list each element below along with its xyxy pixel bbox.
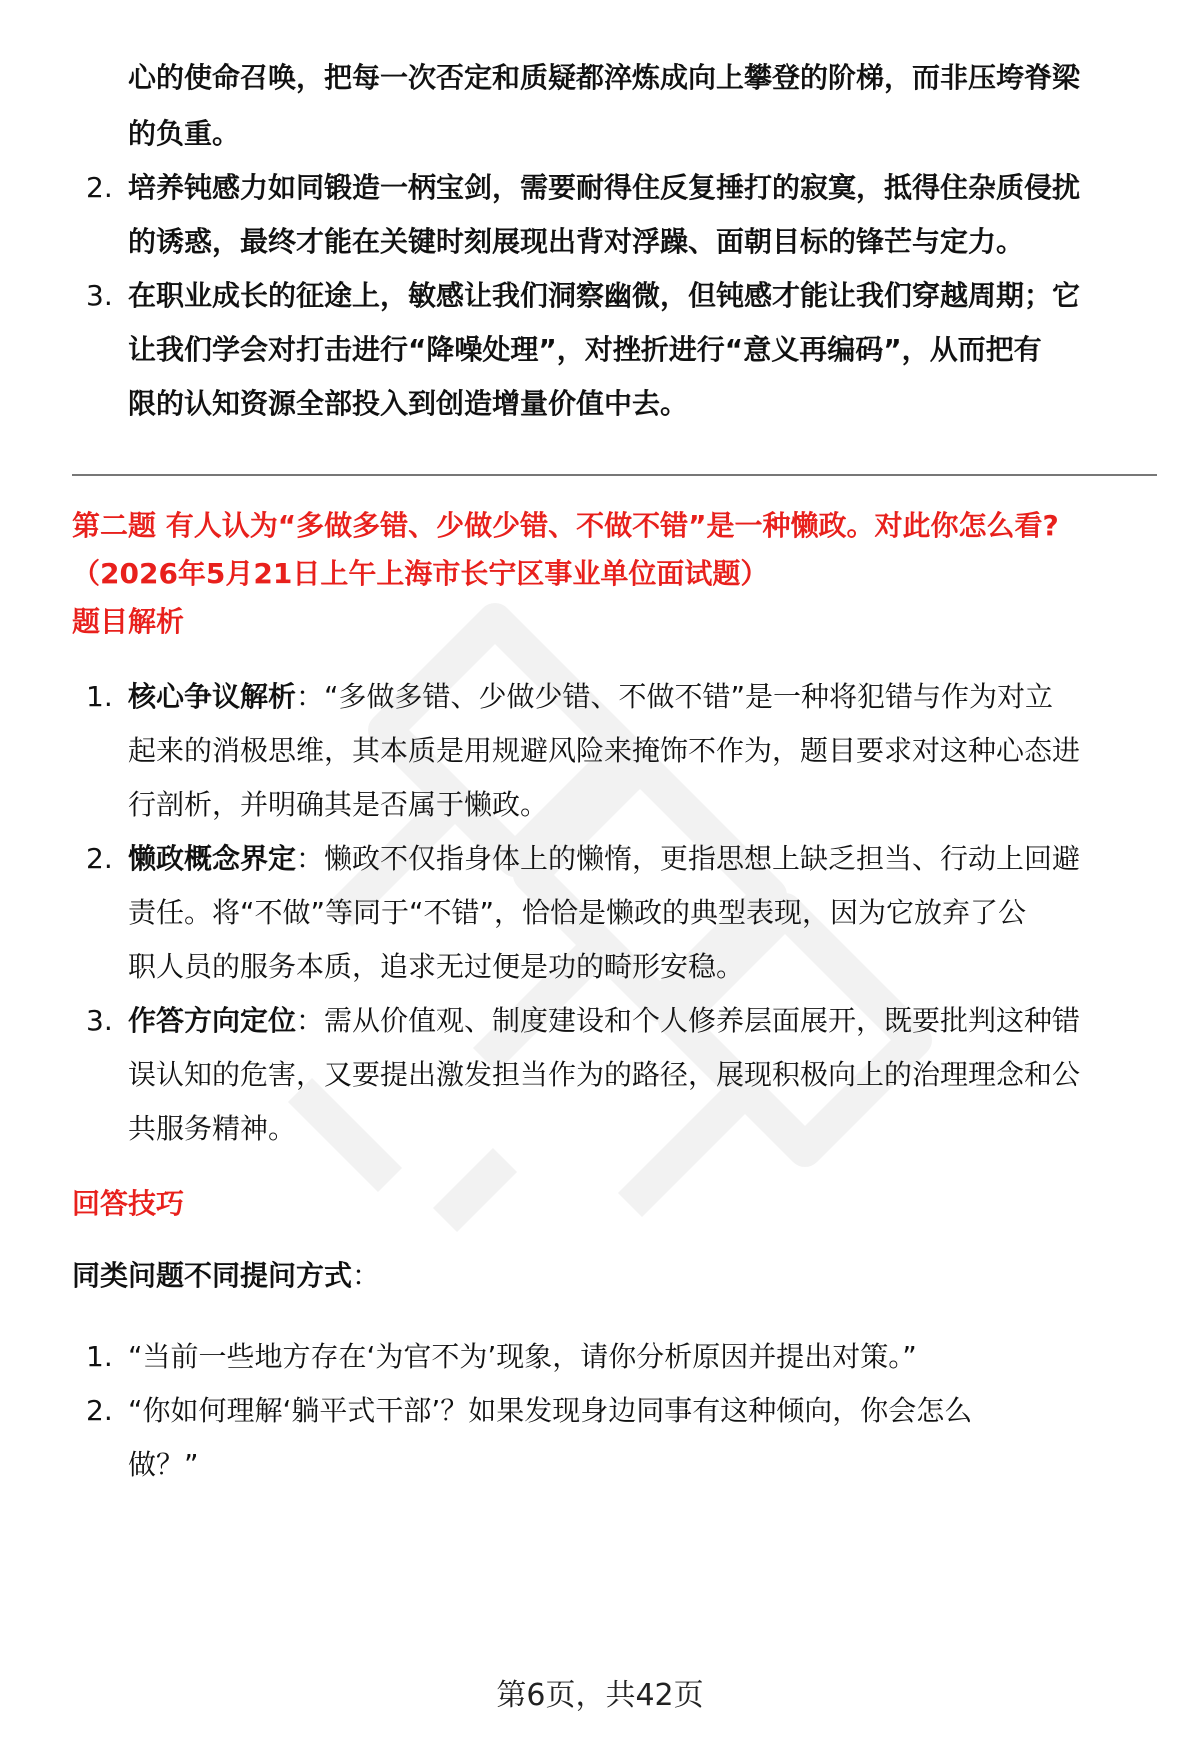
prev-list-item-2-line-1: 培养钝感力如同锻造一柄宝剑，需要耐得住反复捶打的寂寞，抵得住杂质侵扰 xyxy=(128,171,1081,204)
prev-list-number-2: 2. xyxy=(86,171,113,204)
similar-item-1-line-1: “当前一些地方存在‘为官不为’现象，请你分析原因并提出对策。” xyxy=(128,1340,917,1373)
similar-item-2-line-2: 做？” xyxy=(128,1448,199,1481)
analysis-item-2-line-3: 职人员的服务本质，追求无过便是功的畸形安稳。 xyxy=(128,950,745,983)
analysis-item-1-line-1 xyxy=(128,667,1138,726)
analysis-heading: 题目解析 xyxy=(72,605,185,638)
analysis-item-2-label: 懒政概念界定 xyxy=(128,842,297,875)
question-title-line-1: 第二题 有人认为“多做多错、少做少错、不做不错”是一种懒政。对此你怎么看? xyxy=(72,509,1059,542)
analysis-number-3: 3. xyxy=(86,1004,113,1037)
analysis-number-1: 1. xyxy=(86,680,113,713)
section-divider xyxy=(72,474,1157,476)
prev-list-item-1-line-1: 心的使命召唤，把每一次否定和质疑都淬炼成向上攀登的阶梯，而非压垮脊梁 xyxy=(128,61,1081,94)
analysis-item-2-line-2: 责任。将“不做”等同于“不错”，恰恰是懒政的典型表现，因为它放弃了公 xyxy=(128,896,1027,929)
analysis-item-3-line-1 xyxy=(128,991,1138,1050)
prev-list-item-2-line-2: 的诱惑，最终才能在关键时刻展现出背对浮躁、面朝目标的锋芒与定力。 xyxy=(128,225,1025,258)
analysis-item-3-line-2: 误认知的危害，又要提出激发担当作为的路径，展现积极向上的治理理念和公 xyxy=(128,1058,1081,1091)
prev-list-item-3-line-2: 让我们学会对打击进行“降噪处理”，对挫折进行“意义再编码”，从而把有 xyxy=(128,333,1042,366)
analysis-item-1-line-3: 行剖析，并明确其是否属于懒政。 xyxy=(128,788,549,821)
analysis-item-1-line-2: 起来的消极思维，其本质是用规避风险来掩饰不作为，题目要求对这种心态进 xyxy=(128,734,1081,767)
similar-heading-label: 同类问题不同提问方式 xyxy=(72,1259,353,1292)
analysis-item-1-label: 核心争议解析 xyxy=(128,680,297,713)
tips-heading: 回答技巧 xyxy=(72,1187,185,1220)
prev-list-number-3: 3. xyxy=(86,279,113,312)
page-footer: 第6页，共42页 xyxy=(496,1678,704,1713)
analysis-item-1-line-1-text: ：“多做多错、少做少错、不做不错”是一种将犯错与作为对立 xyxy=(296,680,1054,713)
similar-item-2-line-1: “你如何理解‘躺平式干部’？如果发现身边同事有这种倾向，你会怎么 xyxy=(128,1394,973,1427)
analysis-number-2: 2. xyxy=(86,842,113,875)
analysis-item-3-line-1-text: ：需从价值观、制度建设和个人修养层面展开，既要批判这种错 xyxy=(296,1004,1081,1037)
similar-heading-colon: ： xyxy=(352,1259,381,1292)
analysis-item-3-line-3: 共服务精神。 xyxy=(128,1112,297,1145)
similar-heading xyxy=(72,1246,1082,1305)
analysis-item-2-line-1-text: ：懒政不仅指身体上的懒惰，更指思想上缺乏担当、行动上回避 xyxy=(296,842,1081,875)
prev-list-item-3-line-1: 在职业成长的征途上，敏感让我们洞察幽微，但钝感才能让我们穿越周期；它 xyxy=(128,279,1081,312)
question-title-line-2: （2026年5月21日上午上海市长宁区事业单位面试题） xyxy=(72,557,769,590)
prev-list-item-1-line-2: 的负重。 xyxy=(128,117,241,150)
similar-number-2: 2. xyxy=(86,1394,113,1427)
prev-list-item-3-line-3: 限的认知资源全部投入到创造增量价值中去。 xyxy=(128,387,689,420)
analysis-item-3-label: 作答方向定位 xyxy=(128,1004,297,1037)
similar-number-1: 1. xyxy=(86,1340,113,1373)
analysis-item-2-line-1 xyxy=(128,829,1138,888)
